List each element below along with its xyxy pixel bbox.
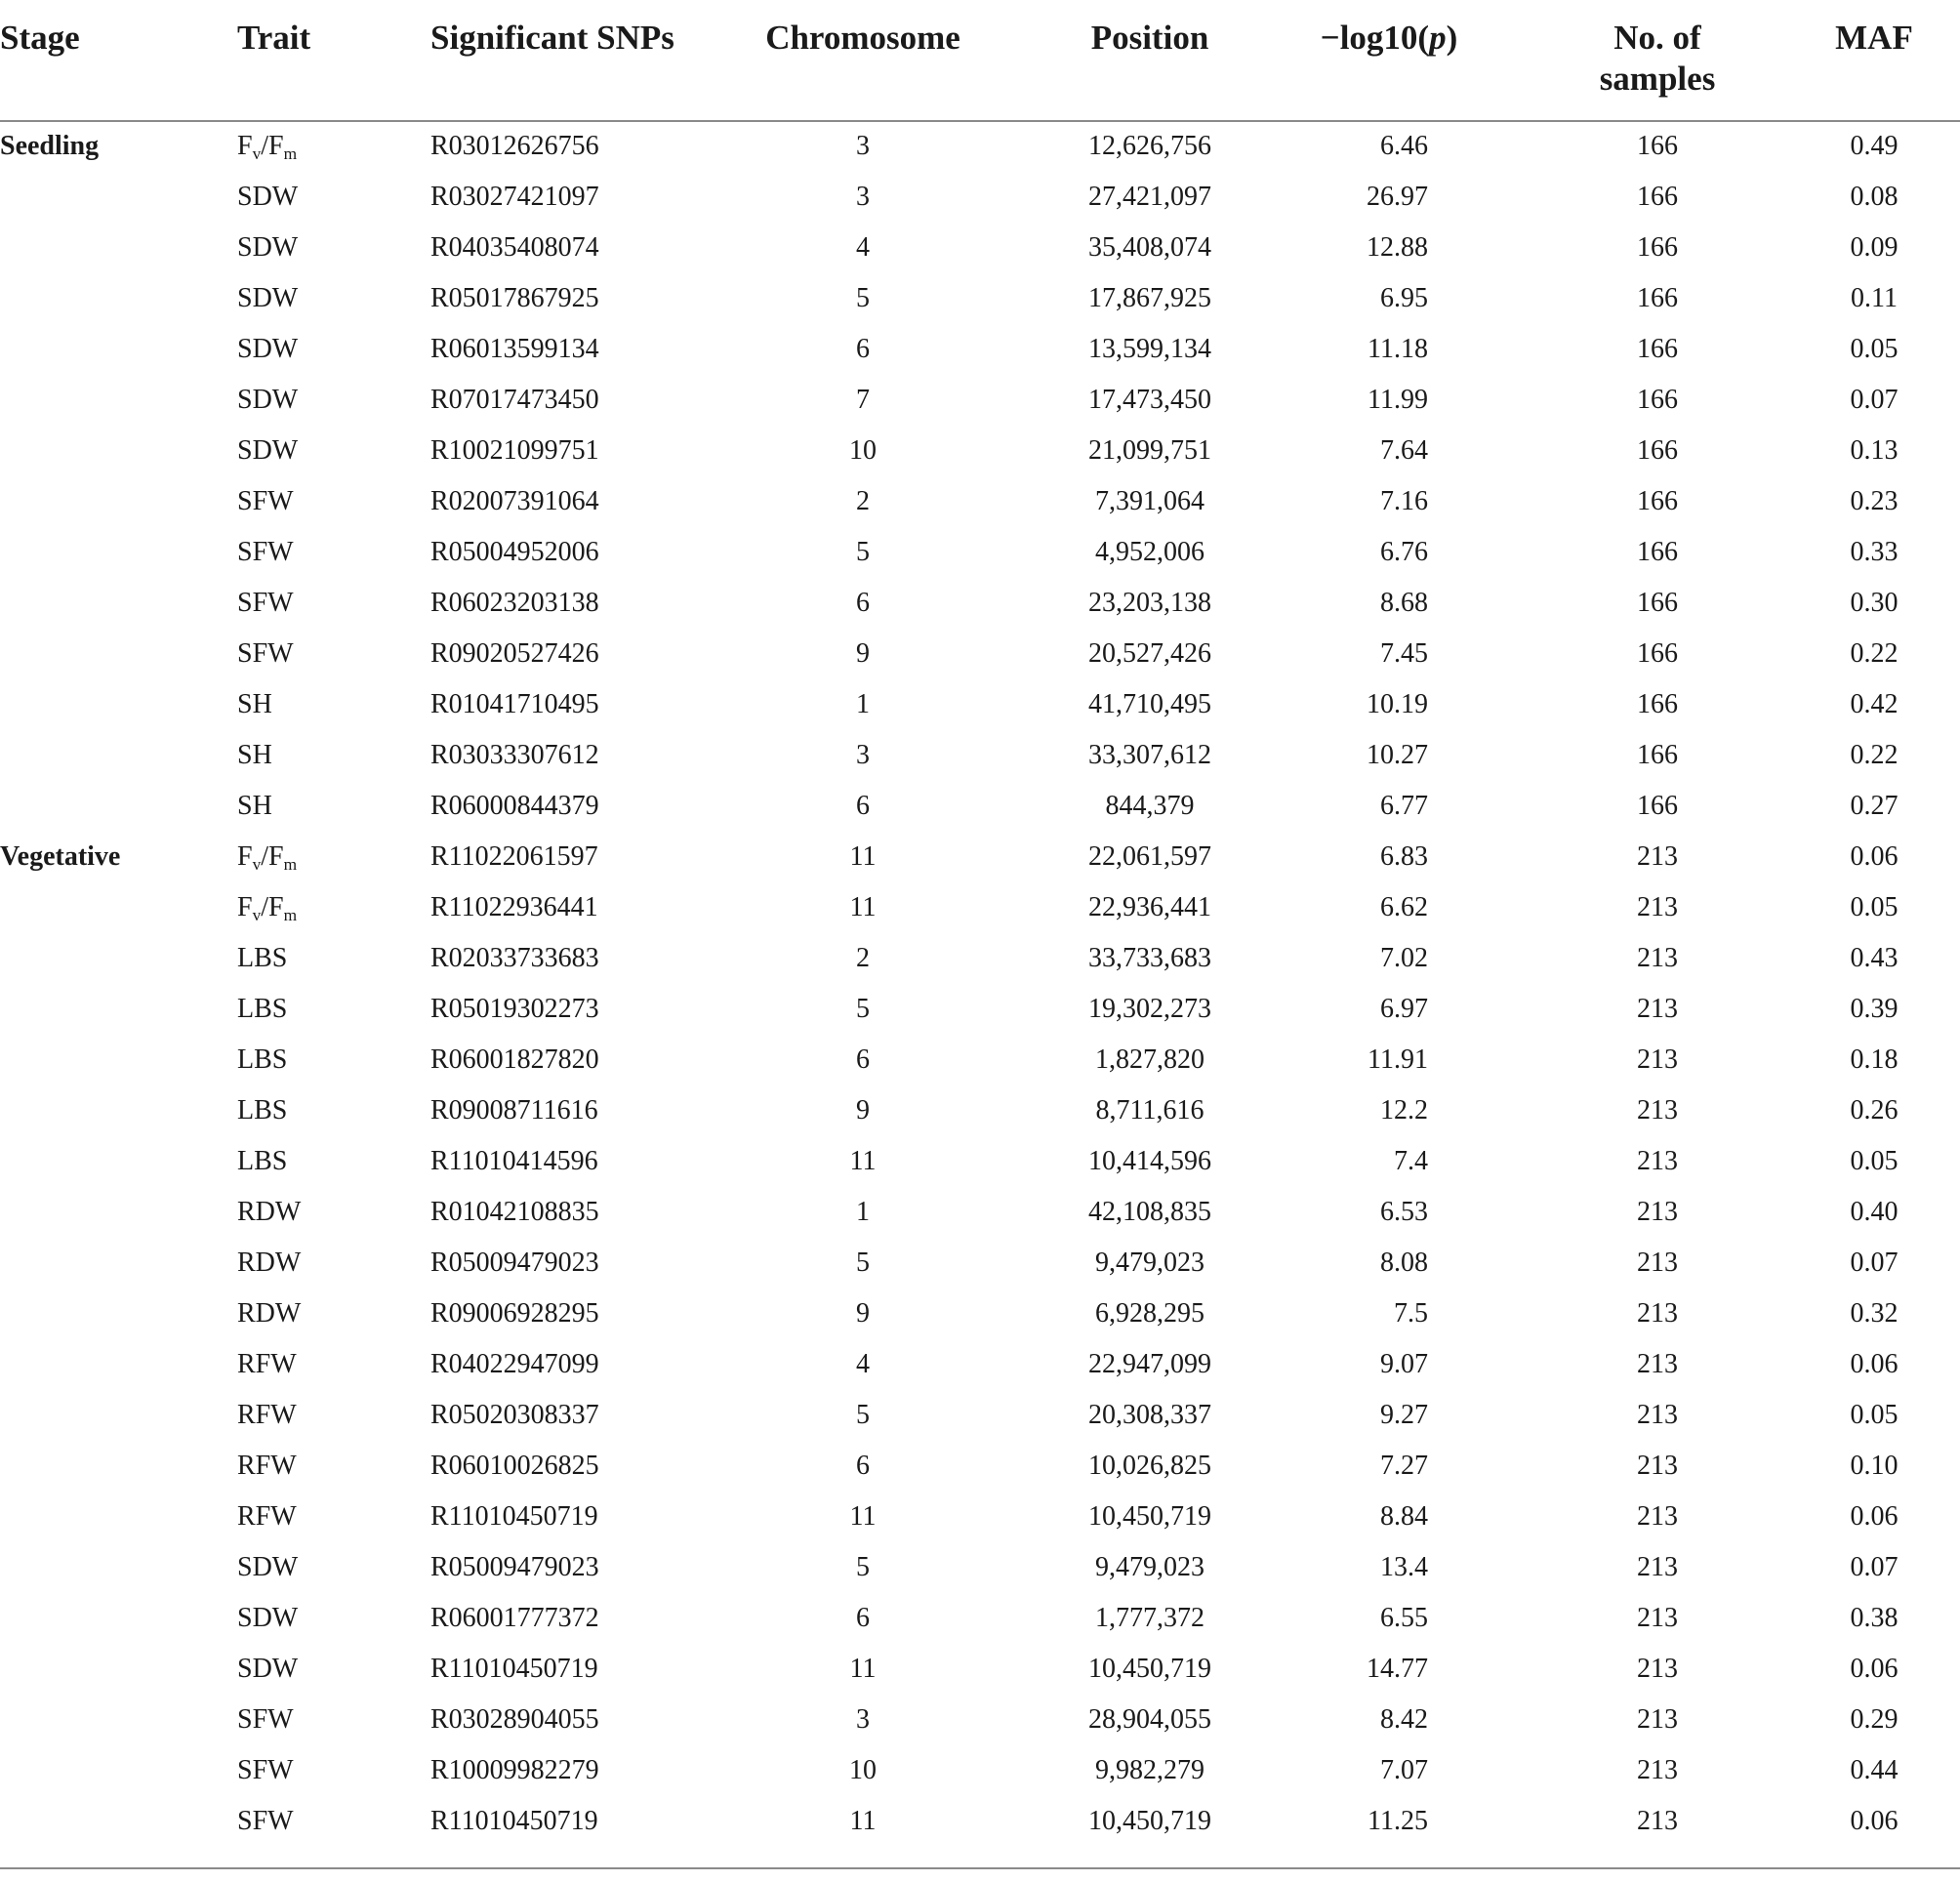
position-cell: 20,527,426 xyxy=(1088,638,1211,669)
table-row xyxy=(0,883,1960,934)
samples-cell: 213 xyxy=(1637,1248,1678,1278)
snp-cell: R01042108835 xyxy=(430,1197,599,1227)
position-cell: 33,733,683 xyxy=(1088,943,1211,973)
samples-cell: 213 xyxy=(1637,1197,1678,1227)
neg-log10-p-cell: 7.64 xyxy=(1380,435,1428,466)
position-cell: 27,421,097 xyxy=(1088,182,1211,212)
table-row xyxy=(0,934,1960,985)
position-cell: 13,599,134 xyxy=(1088,334,1211,364)
chromosome-cell: 10 xyxy=(849,1755,877,1785)
table-row xyxy=(0,731,1960,782)
chromosome-cell: 5 xyxy=(856,283,870,313)
trait-cell: SFW xyxy=(237,638,294,669)
table-row xyxy=(0,1594,1960,1645)
chromosome-cell: 2 xyxy=(856,943,870,973)
table-row xyxy=(0,985,1960,1036)
samples-cell: 166 xyxy=(1637,638,1678,669)
samples-cell: 166 xyxy=(1637,283,1678,313)
position-cell: 10,450,719 xyxy=(1088,1806,1211,1836)
samples-cell: 213 xyxy=(1637,1654,1678,1684)
trait-cell: SH xyxy=(237,740,272,770)
table-row xyxy=(0,1696,1960,1746)
samples-cell: 166 xyxy=(1637,435,1678,466)
maf-cell: 0.06 xyxy=(1850,1501,1899,1532)
neg-log10-p-cell: 6.95 xyxy=(1380,283,1428,313)
chromosome-cell: 3 xyxy=(856,131,870,161)
position-cell: 41,710,495 xyxy=(1088,689,1211,719)
snp-cell: R06013599134 xyxy=(430,334,599,364)
chromosome-cell: 6 xyxy=(856,1603,870,1633)
position-cell: 10,450,719 xyxy=(1088,1654,1211,1684)
snp-cell: R01041710495 xyxy=(430,689,599,719)
chromosome-cell: 11 xyxy=(849,1806,877,1836)
chromosome-cell: 11 xyxy=(849,841,877,872)
snp-cell: R11022936441 xyxy=(430,892,598,922)
chromosome-cell: 5 xyxy=(856,537,870,567)
table-row xyxy=(0,477,1960,528)
samples-cell: 166 xyxy=(1637,486,1678,516)
position-cell: 9,479,023 xyxy=(1095,1552,1205,1582)
trait-cell: RFW xyxy=(237,1451,297,1481)
header-chromosome: Chromosome xyxy=(765,19,960,57)
stage-cell: Seedling xyxy=(0,131,100,161)
samples-cell: 213 xyxy=(1637,1451,1678,1481)
position-cell: 1,827,820 xyxy=(1095,1044,1205,1075)
samples-cell: 213 xyxy=(1637,1400,1678,1430)
snp-cell: R03033307612 xyxy=(430,740,599,770)
trait-cell: SDW xyxy=(237,182,299,212)
position-cell: 20,308,337 xyxy=(1088,1400,1211,1430)
trait-cell: LBS xyxy=(237,1044,288,1075)
neg-log10-p-cell: 11.18 xyxy=(1368,334,1428,364)
chromosome-cell: 3 xyxy=(856,740,870,770)
table-bottom-rule xyxy=(0,1867,1960,1869)
chromosome-cell: 7 xyxy=(856,385,870,415)
trait-cell: SFW xyxy=(237,486,294,516)
neg-log10-p-cell: 9.27 xyxy=(1380,1400,1428,1430)
snp-cell: R05019302273 xyxy=(430,994,599,1024)
snp-cell: R10009982279 xyxy=(430,1755,599,1785)
trait-cell: SDW xyxy=(237,385,299,415)
samples-cell: 213 xyxy=(1637,1552,1678,1582)
trait-cell: SDW xyxy=(237,283,299,313)
neg-log10-p-cell: 7.07 xyxy=(1380,1755,1428,1785)
position-cell: 10,414,596 xyxy=(1088,1146,1211,1176)
maf-cell: 0.42 xyxy=(1850,689,1899,719)
neg-log10-p-cell: 8.42 xyxy=(1380,1704,1428,1735)
table-row xyxy=(0,1645,1960,1696)
position-cell: 9,479,023 xyxy=(1095,1248,1205,1278)
trait-cell: SDW xyxy=(237,334,299,364)
samples-cell: 166 xyxy=(1637,740,1678,770)
trait-cell: LBS xyxy=(237,994,288,1024)
snp-cell: R04022947099 xyxy=(430,1349,599,1379)
trait-cell: RDW xyxy=(237,1298,302,1329)
header-logp-suffix: ) xyxy=(1446,19,1458,57)
trait-cell: SDW xyxy=(237,435,299,466)
neg-log10-p-cell: 7.45 xyxy=(1380,638,1428,669)
maf-cell: 0.39 xyxy=(1850,994,1899,1024)
snp-cell: R06023203138 xyxy=(430,588,599,618)
header-logp-prefix: −log10( xyxy=(1320,19,1430,57)
samples-cell: 166 xyxy=(1637,182,1678,212)
snp-cell: R06001827820 xyxy=(430,1044,599,1075)
position-cell: 10,026,825 xyxy=(1088,1451,1211,1481)
table-row xyxy=(0,630,1960,680)
snp-cell: R06001777372 xyxy=(430,1603,599,1633)
samples-cell: 213 xyxy=(1637,1095,1678,1125)
table-body xyxy=(0,122,1960,1848)
position-cell: 35,408,074 xyxy=(1088,232,1211,263)
chromosome-cell: 5 xyxy=(856,1248,870,1278)
header-samples-line1: No. of xyxy=(1613,19,1701,57)
maf-cell: 0.22 xyxy=(1850,740,1899,770)
neg-log10-p-cell: 6.62 xyxy=(1380,892,1428,922)
maf-cell: 0.07 xyxy=(1850,1248,1899,1278)
table-row xyxy=(0,782,1960,833)
chromosome-cell: 4 xyxy=(856,232,870,263)
table-row xyxy=(0,1442,1960,1493)
chromosome-cell: 11 xyxy=(849,1654,877,1684)
header-samples-line2: samples xyxy=(1599,60,1716,98)
chromosome-cell: 11 xyxy=(849,1501,877,1532)
position-cell: 21,099,751 xyxy=(1088,435,1211,466)
neg-log10-p-cell: 10.19 xyxy=(1367,689,1428,719)
maf-cell: 0.27 xyxy=(1850,791,1899,821)
chromosome-cell: 9 xyxy=(856,1095,870,1125)
table-row xyxy=(0,1797,1960,1848)
maf-cell: 0.05 xyxy=(1850,1400,1899,1430)
samples-cell: 213 xyxy=(1637,1146,1678,1176)
maf-cell: 0.11 xyxy=(1851,283,1898,313)
neg-log10-p-cell: 6.77 xyxy=(1380,791,1428,821)
stage-cell: Vegetative xyxy=(0,841,121,872)
snp-cell: R05017867925 xyxy=(430,283,599,313)
trait-cell: SFW xyxy=(237,588,294,618)
table-row xyxy=(0,1543,1960,1594)
neg-log10-p-cell: 7.27 xyxy=(1380,1451,1428,1481)
header-trait: Trait xyxy=(237,19,311,57)
table-row xyxy=(0,1289,1960,1340)
snp-cell: R11022061597 xyxy=(430,841,598,872)
samples-cell: 213 xyxy=(1637,841,1678,872)
snp-cell: R03012626756 xyxy=(430,131,599,161)
chromosome-cell: 6 xyxy=(856,1451,870,1481)
maf-cell: 0.23 xyxy=(1850,486,1899,516)
trait-cell: SDW xyxy=(237,1654,299,1684)
maf-cell: 0.05 xyxy=(1850,334,1899,364)
position-cell: 10,450,719 xyxy=(1088,1501,1211,1532)
maf-cell: 0.38 xyxy=(1850,1603,1899,1633)
neg-log10-p-cell: 12.88 xyxy=(1367,232,1428,263)
position-cell: 23,203,138 xyxy=(1088,588,1211,618)
chromosome-cell: 11 xyxy=(849,1146,877,1176)
snp-cell: R11010450719 xyxy=(430,1501,598,1532)
position-cell: 8,711,616 xyxy=(1095,1095,1205,1125)
chromosome-cell: 3 xyxy=(856,182,870,212)
position-cell: 17,473,450 xyxy=(1088,385,1211,415)
maf-cell: 0.05 xyxy=(1850,892,1899,922)
snp-cell: R06000844379 xyxy=(430,791,599,821)
chromosome-cell: 1 xyxy=(856,1197,870,1227)
samples-cell: 166 xyxy=(1637,689,1678,719)
snp-cell: R03027421097 xyxy=(430,182,599,212)
chromosome-cell: 6 xyxy=(856,334,870,364)
neg-log10-p-cell: 6.83 xyxy=(1380,841,1428,872)
table-row xyxy=(0,1137,1960,1188)
snp-cell: R02033733683 xyxy=(430,943,599,973)
position-cell: 42,108,835 xyxy=(1088,1197,1211,1227)
table-row xyxy=(0,325,1960,376)
samples-cell: 166 xyxy=(1637,232,1678,263)
trait-cell: SFW xyxy=(237,1806,294,1836)
trait-cell: $F_v/F_m$ xyxy=(237,841,298,875)
table-row xyxy=(0,1340,1960,1391)
maf-cell: 0.30 xyxy=(1850,588,1899,618)
samples-cell: 213 xyxy=(1637,1603,1678,1633)
samples-cell: 166 xyxy=(1637,334,1678,364)
samples-cell: 213 xyxy=(1637,1806,1678,1836)
maf-cell: 0.32 xyxy=(1850,1298,1899,1329)
position-cell: 844,379 xyxy=(1105,791,1195,821)
maf-cell: 0.09 xyxy=(1850,232,1899,263)
neg-log10-p-cell: 7.02 xyxy=(1380,943,1428,973)
trait-cell: SH xyxy=(237,689,272,719)
snp-cell: R03028904055 xyxy=(430,1704,599,1735)
table-row xyxy=(0,1746,1960,1797)
neg-log10-p-cell: 7.16 xyxy=(1380,486,1428,516)
maf-cell: 0.40 xyxy=(1850,1197,1899,1227)
trait-cell: LBS xyxy=(237,1095,288,1125)
position-cell: 22,936,441 xyxy=(1088,892,1211,922)
snp-cell: R05020308337 xyxy=(430,1400,599,1430)
samples-cell: 166 xyxy=(1637,385,1678,415)
neg-log10-p-cell: 7.5 xyxy=(1394,1298,1428,1329)
samples-cell: 213 xyxy=(1637,1501,1678,1532)
neg-log10-p-cell: 6.97 xyxy=(1380,994,1428,1024)
snp-cell: R09008711616 xyxy=(430,1095,598,1125)
maf-cell: 0.33 xyxy=(1850,537,1899,567)
table-row xyxy=(0,833,1960,883)
chromosome-cell: 5 xyxy=(856,994,870,1024)
maf-cell: 0.22 xyxy=(1850,638,1899,669)
chromosome-cell: 6 xyxy=(856,1044,870,1075)
samples-cell: 213 xyxy=(1637,1704,1678,1735)
samples-cell: 213 xyxy=(1637,943,1678,973)
maf-cell: 0.06 xyxy=(1850,1654,1899,1684)
snp-cell: R11010450719 xyxy=(430,1654,598,1684)
trait-cell: RFW xyxy=(237,1349,297,1379)
table-row xyxy=(0,1493,1960,1543)
neg-log10-p-cell: 8.68 xyxy=(1380,588,1428,618)
table-row xyxy=(0,376,1960,427)
trait-cell: RDW xyxy=(237,1197,302,1227)
table-row xyxy=(0,1086,1960,1137)
maf-cell: 0.13 xyxy=(1850,435,1899,466)
samples-cell: 213 xyxy=(1637,1298,1678,1329)
snp-cell: R09006928295 xyxy=(430,1298,599,1329)
position-cell: 17,867,925 xyxy=(1088,283,1211,313)
table-row xyxy=(0,122,1960,173)
table-row xyxy=(0,528,1960,579)
chromosome-cell: 11 xyxy=(849,892,877,922)
samples-cell: 166 xyxy=(1637,537,1678,567)
chromosome-cell: 5 xyxy=(856,1400,870,1430)
samples-cell: 213 xyxy=(1637,1349,1678,1379)
snp-cell: R11010414596 xyxy=(430,1146,598,1176)
maf-cell: 0.05 xyxy=(1850,1146,1899,1176)
neg-log10-p-cell: 12.2 xyxy=(1380,1095,1428,1125)
neg-log10-p-cell: 9.07 xyxy=(1380,1349,1428,1379)
trait-cell: SDW xyxy=(237,1552,299,1582)
trait-cell: SFW xyxy=(237,1704,294,1735)
neg-log10-p-cell: 26.97 xyxy=(1367,182,1428,212)
table-row xyxy=(0,224,1960,274)
neg-log10-p-cell: 6.55 xyxy=(1380,1603,1428,1633)
maf-cell: 0.18 xyxy=(1850,1044,1899,1075)
snp-cell: R05004952006 xyxy=(430,537,599,567)
table-row xyxy=(0,1239,1960,1289)
chromosome-cell: 6 xyxy=(856,791,870,821)
position-cell: 1,777,372 xyxy=(1095,1603,1205,1633)
position-cell: 9,982,279 xyxy=(1095,1755,1205,1785)
table-row xyxy=(0,579,1960,630)
trait-cell: SFW xyxy=(237,1755,294,1785)
neg-log10-p-cell: 6.53 xyxy=(1380,1197,1428,1227)
trait-cell: LBS xyxy=(237,943,288,973)
neg-log10-p-cell: 14.77 xyxy=(1367,1654,1428,1684)
maf-cell: 0.06 xyxy=(1850,841,1899,872)
neg-log10-p-cell: 6.76 xyxy=(1380,537,1428,567)
position-cell: 6,928,295 xyxy=(1095,1298,1205,1329)
table-row xyxy=(0,274,1960,325)
position-cell: 19,302,273 xyxy=(1088,994,1211,1024)
snp-cell: R02007391064 xyxy=(430,486,599,516)
samples-cell: 166 xyxy=(1637,131,1678,161)
snp-cell: R04035408074 xyxy=(430,232,599,263)
chromosome-cell: 9 xyxy=(856,638,870,669)
neg-log10-p-cell: 10.27 xyxy=(1367,740,1428,770)
neg-log10-p-cell: 13.4 xyxy=(1380,1552,1428,1582)
maf-cell: 0.44 xyxy=(1850,1755,1899,1785)
maf-cell: 0.26 xyxy=(1850,1095,1899,1125)
trait-cell: RFW xyxy=(237,1501,297,1532)
chromosome-cell: 6 xyxy=(856,588,870,618)
neg-log10-p-cell: 7.4 xyxy=(1394,1146,1428,1176)
neg-log10-p-cell: 8.08 xyxy=(1380,1248,1428,1278)
position-cell: 22,947,099 xyxy=(1088,1349,1211,1379)
chromosome-cell: 3 xyxy=(856,1704,870,1735)
neg-log10-p-cell: 6.46 xyxy=(1380,131,1428,161)
position-cell: 28,904,055 xyxy=(1088,1704,1211,1735)
maf-cell: 0.10 xyxy=(1850,1451,1899,1481)
trait-cell: SDW xyxy=(237,1603,299,1633)
chromosome-cell: 10 xyxy=(849,435,877,466)
samples-cell: 166 xyxy=(1637,791,1678,821)
table-row xyxy=(0,1188,1960,1239)
snp-cell: R07017473450 xyxy=(430,385,599,415)
table-row xyxy=(0,1391,1960,1442)
trait-cell: SH xyxy=(237,791,272,821)
snp-cell: R06010026825 xyxy=(430,1451,599,1481)
snp-cell: R05009479023 xyxy=(430,1248,599,1278)
maf-cell: 0.49 xyxy=(1850,131,1899,161)
maf-cell: 0.08 xyxy=(1850,182,1899,212)
trait-cell: LBS xyxy=(237,1146,288,1176)
neg-log10-p-cell: 11.25 xyxy=(1368,1806,1428,1836)
trait-cell: RDW xyxy=(237,1248,302,1278)
table-header xyxy=(0,0,1960,121)
chromosome-cell: 4 xyxy=(856,1349,870,1379)
chromosome-cell: 2 xyxy=(856,486,870,516)
maf-cell: 0.29 xyxy=(1850,1704,1899,1735)
maf-cell: 0.07 xyxy=(1850,385,1899,415)
table-row xyxy=(0,1036,1960,1086)
table-row xyxy=(0,680,1960,731)
position-cell: 22,061,597 xyxy=(1088,841,1211,872)
table-row xyxy=(0,173,1960,224)
header-maf: MAF xyxy=(1835,19,1913,57)
maf-cell: 0.07 xyxy=(1850,1552,1899,1582)
maf-cell: 0.06 xyxy=(1850,1349,1899,1379)
position-cell: 12,626,756 xyxy=(1088,131,1211,161)
maf-cell: 0.43 xyxy=(1850,943,1899,973)
samples-cell: 166 xyxy=(1637,588,1678,618)
position-cell: 4,952,006 xyxy=(1095,537,1205,567)
trait-cell: $F_v/F_m$ xyxy=(237,892,298,925)
trait-cell: $F_v/F_m$ xyxy=(237,131,298,164)
chromosome-cell: 5 xyxy=(856,1552,870,1582)
position-cell: 33,307,612 xyxy=(1088,740,1211,770)
samples-cell: 213 xyxy=(1637,1755,1678,1785)
position-cell: 7,391,064 xyxy=(1095,486,1205,516)
chromosome-cell: 1 xyxy=(856,689,870,719)
samples-cell: 213 xyxy=(1637,1044,1678,1075)
samples-cell: 213 xyxy=(1637,892,1678,922)
snp-cell: R11010450719 xyxy=(430,1806,598,1836)
samples-cell: 213 xyxy=(1637,994,1678,1024)
header-neg-log10-p xyxy=(1321,18,1457,59)
trait-cell: SDW xyxy=(237,232,299,263)
trait-cell: RFW xyxy=(237,1400,297,1430)
snp-cell: R09020527426 xyxy=(430,638,599,669)
neg-log10-p-cell: 11.99 xyxy=(1368,385,1428,415)
snp-cell: R05009479023 xyxy=(430,1552,599,1582)
header-significant-snps: Significant SNPs xyxy=(430,19,674,57)
header-no-of-samples xyxy=(1600,18,1716,100)
chromosome-cell: 9 xyxy=(856,1298,870,1329)
neg-log10-p-cell: 8.84 xyxy=(1380,1501,1428,1532)
header-position: Position xyxy=(1090,19,1209,57)
maf-cell: 0.06 xyxy=(1850,1806,1899,1836)
header-stage: Stage xyxy=(0,19,80,57)
neg-log10-p-cell: 11.91 xyxy=(1368,1044,1428,1075)
snp-cell: R10021099751 xyxy=(430,435,599,466)
table-row xyxy=(0,427,1960,477)
header-logp-variable: p xyxy=(1429,19,1447,57)
trait-cell: SFW xyxy=(237,537,294,567)
